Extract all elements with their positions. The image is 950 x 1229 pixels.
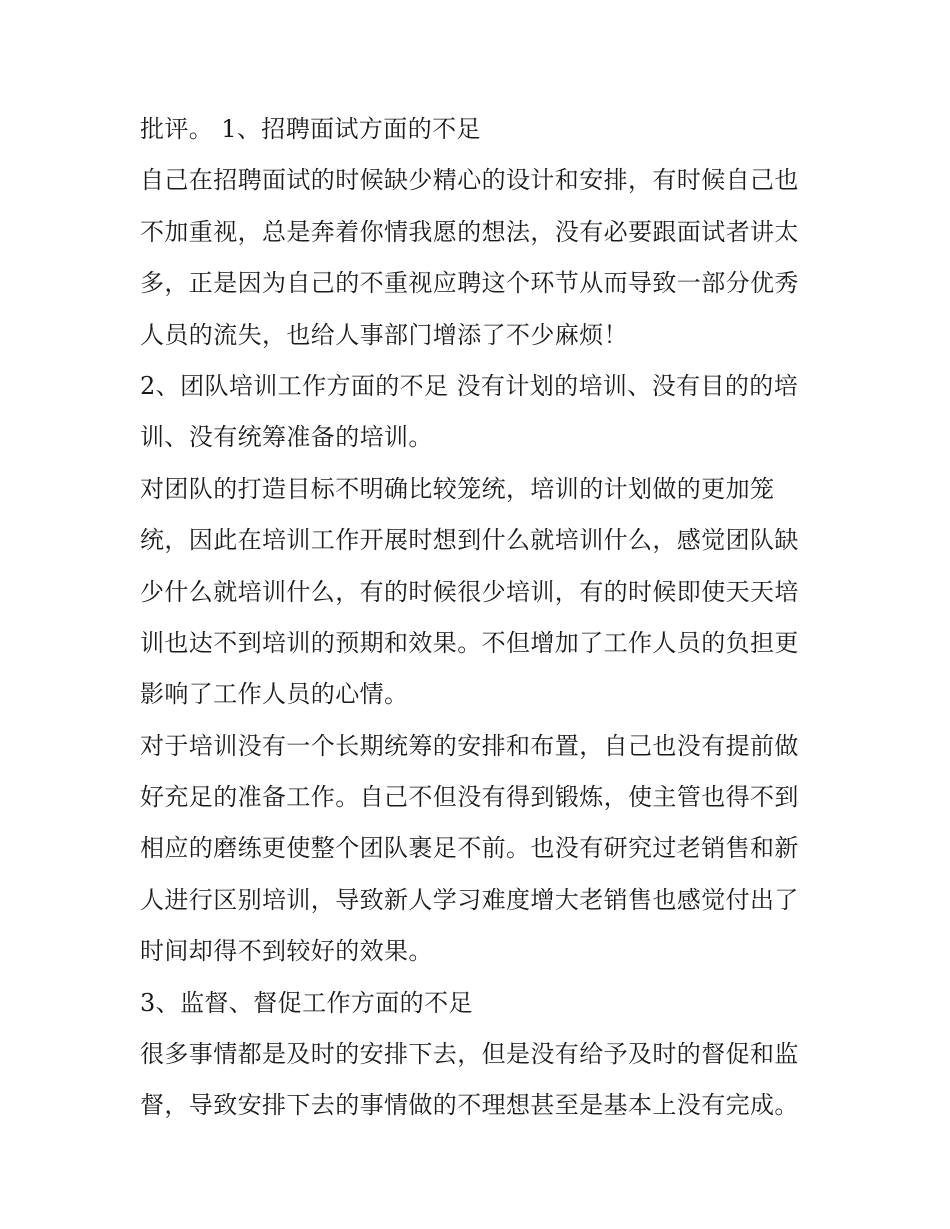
text-line: 人进行区别培训，导致新人学习难度增大老销售也感觉付出了 bbox=[140, 885, 799, 914]
body-text bbox=[140, 104, 820, 1132]
text-line: 对于培训没有一个长期统筹的安排和布置，自己也没有提前做 bbox=[140, 731, 799, 760]
text-line: 好充足的准备工作。自己不但没有得到锻炼，使主管也得不到 bbox=[140, 783, 799, 812]
text-line: 少什么就培训什么，有的时候很少培训，有的时候即使天天培 bbox=[140, 577, 799, 606]
text-line: 统，因此在培训工作开展时想到什么就培训什么，感觉团队缺 bbox=[140, 526, 799, 555]
text-line: 对团队的打造目标不明确比较笼统，培训的计划做的更加笼 bbox=[140, 474, 775, 503]
text-line: 训也达不到培训的预期和效果。不但增加了工作人员的负担更 bbox=[140, 628, 799, 657]
text-line: 很多事情都是及时的安排下去，但是没有给予及时的督促和监 bbox=[140, 1040, 799, 1069]
text-line: 训、没有统筹准备的培训。 bbox=[140, 423, 433, 452]
text-line-section-2-heading: 2、团队培训工作方面的不足 没有计划的培训、没有目的的培 bbox=[140, 371, 799, 400]
text-line: 多，正是因为自己的不重视应聘这个环节从而导致一部分优秀 bbox=[140, 269, 799, 298]
text-line: 影响了工作人员的心情。 bbox=[140, 680, 409, 709]
text-line: 相应的磨练更使整个团队裹足不前。也没有研究过老销售和新 bbox=[140, 834, 799, 863]
text-line-section-1-heading: 批评。 1、招聘面试方面的不足 bbox=[140, 115, 481, 143]
text-line-section-3-heading: 3、监督、督促工作方面的不足 bbox=[140, 988, 473, 1017]
text-line: 人员的流失，也给人事部门增添了不少麻烦！ bbox=[140, 320, 628, 349]
text-line: 时间却得不到较好的效果。 bbox=[140, 937, 433, 966]
text-line: 不加重视，总是奔着你情我愿的想法，没有必要跟面试者讲太 bbox=[140, 217, 799, 246]
text-line: 督，导致安排下去的事情做的不理想甚至是基本上没有完成。 bbox=[140, 1091, 799, 1120]
text-line: 自己在招聘面试的时候缺少精心的设计和安排，有时候自己也 bbox=[140, 166, 799, 195]
